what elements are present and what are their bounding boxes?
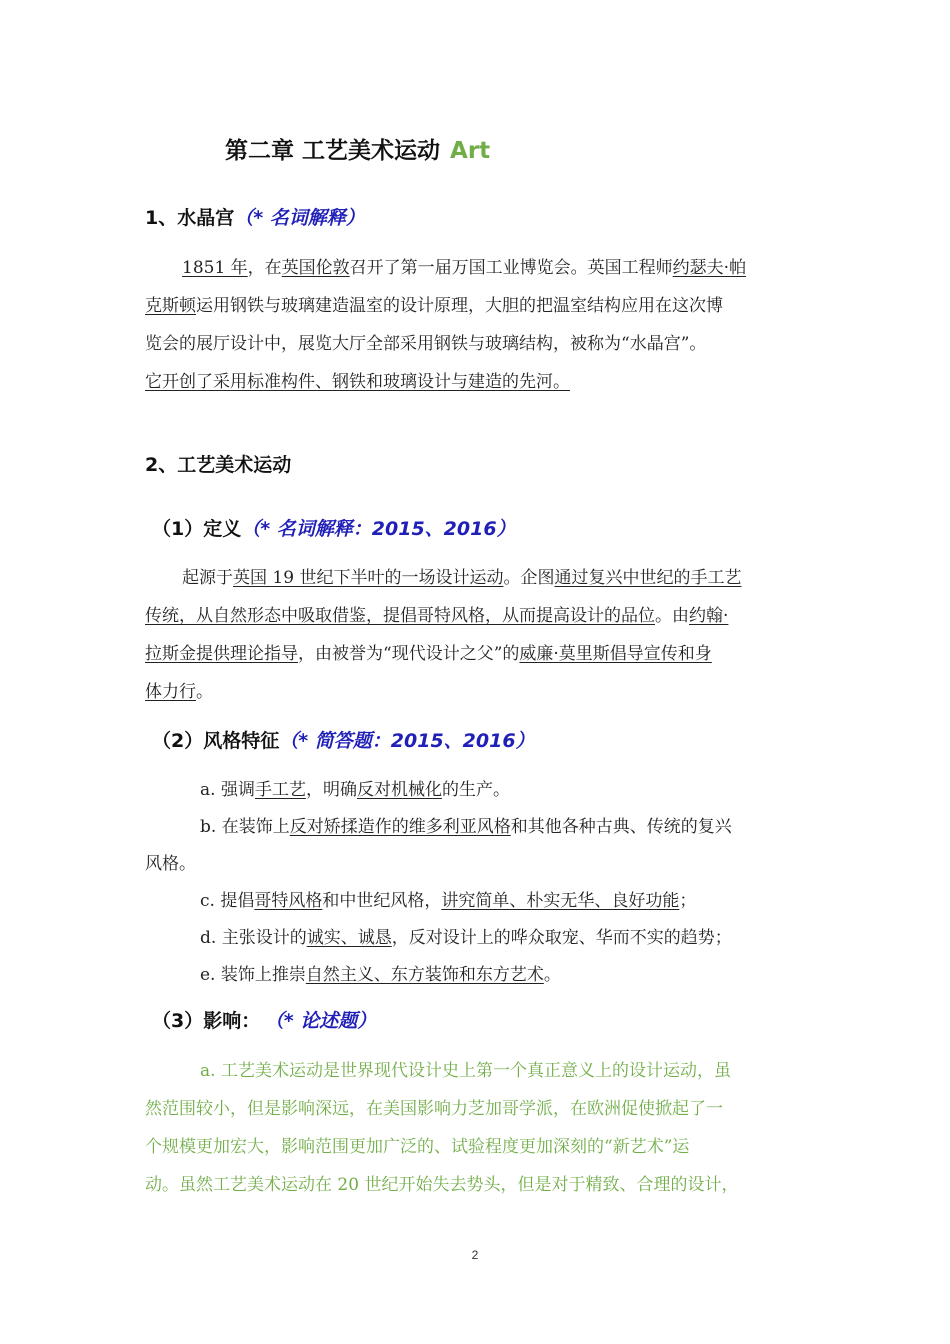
def-line-1: 起源于英国 19 世纪下半叶的一场设计运动。企图通过复兴中世纪的手工艺: [182, 568, 742, 588]
s1-line-2: 克斯顿运用钢铁与玻璃建造温室的设计原理，大胆的把温室结构应用在这次博: [145, 296, 723, 316]
definition-tag: （* 名词解释：2015、2016）: [241, 518, 516, 540]
impact-line-3: 个规模更加宏大，影响范围更加广泛的、试验程度更加深刻的“新艺术”运: [145, 1137, 690, 1157]
style-tag: （* 简答题：2015、2016）: [279, 730, 535, 752]
style-item-b: b. 在装饰上反对矫揉造作的维多利亚风格和其他各种古典、传统的复兴: [200, 817, 732, 837]
s1-line-1: 1851 年，在英国伦敦召开了第一届万国工业博览会。英国工程师约瑟夫·帕: [182, 258, 747, 278]
page-number: 2: [471, 1248, 479, 1262]
impact-heading: （3）影响： （* 论述题）: [152, 1010, 377, 1032]
style-item-d: d. 主张设计的诚实、诚恳，反对设计上的哗众取宠、华而不实的趋势；: [200, 928, 732, 948]
def-line-4: 体力行。: [145, 682, 213, 702]
impact-line-4: 动。虽然工艺美术运动在 20 世纪开始失去势头，但是对于精致、合理的设计，: [145, 1175, 739, 1195]
impact-tag: （* 论述题）: [274, 1010, 377, 1032]
style-item-c: c. 提倡哥特风格和中世纪风格，讲究简单、朴实无华、良好功能；: [200, 891, 697, 911]
style-heading: （2）风格特征（* 简答题：2015、2016）: [152, 730, 535, 752]
style-item-b-cont: 风格。: [145, 854, 196, 874]
impact-line-1: a. 工艺美术运动是世界现代设计史上第一个真正意义上的设计运动，虽: [200, 1061, 731, 1081]
section-2-heading: 2、工艺美术运动: [145, 454, 292, 476]
impact-line-2: 然范围较小，但是影响深远，在美国影响力芝加哥学派，在欧洲促使掀起了一: [145, 1099, 723, 1119]
section-1-heading: 1、水晶宫（* 名词解释）: [145, 207, 365, 229]
chapter-title-text: 第二章 工艺美术运动: [225, 138, 441, 164]
style-item-a: a. 强调手工艺，明确反对机械化的生产。: [200, 780, 510, 800]
section-1-tag: （* 名词解释）: [234, 207, 365, 229]
chapter-title-art: Art: [450, 138, 491, 164]
def-line-2: 传统，从自然形态中吸取借鉴，提倡哥特风格，从而提高设计的品位。由约翰·: [145, 606, 729, 626]
def-line-3: 拉斯金提供理论指导，由被誉为“现代设计之父”的威廉·莫里斯倡导宣传和身: [145, 644, 712, 664]
style-item-e: e. 装饰上推崇自然主义、东方装饰和东方艺术。: [200, 965, 561, 985]
chapter-title: [225, 132, 490, 165]
s1-line-3: 览会的展厅设计中，展览大厅全部采用钢铁与玻璃结构，被称为“水晶宫”。: [145, 334, 707, 354]
definition-heading: （1）定义（* 名词解释：2015、2016）: [152, 518, 516, 540]
s1-line-4: 它开创了采用标准构件、钢铁和玻璃设计与建造的先河。: [145, 372, 570, 392]
